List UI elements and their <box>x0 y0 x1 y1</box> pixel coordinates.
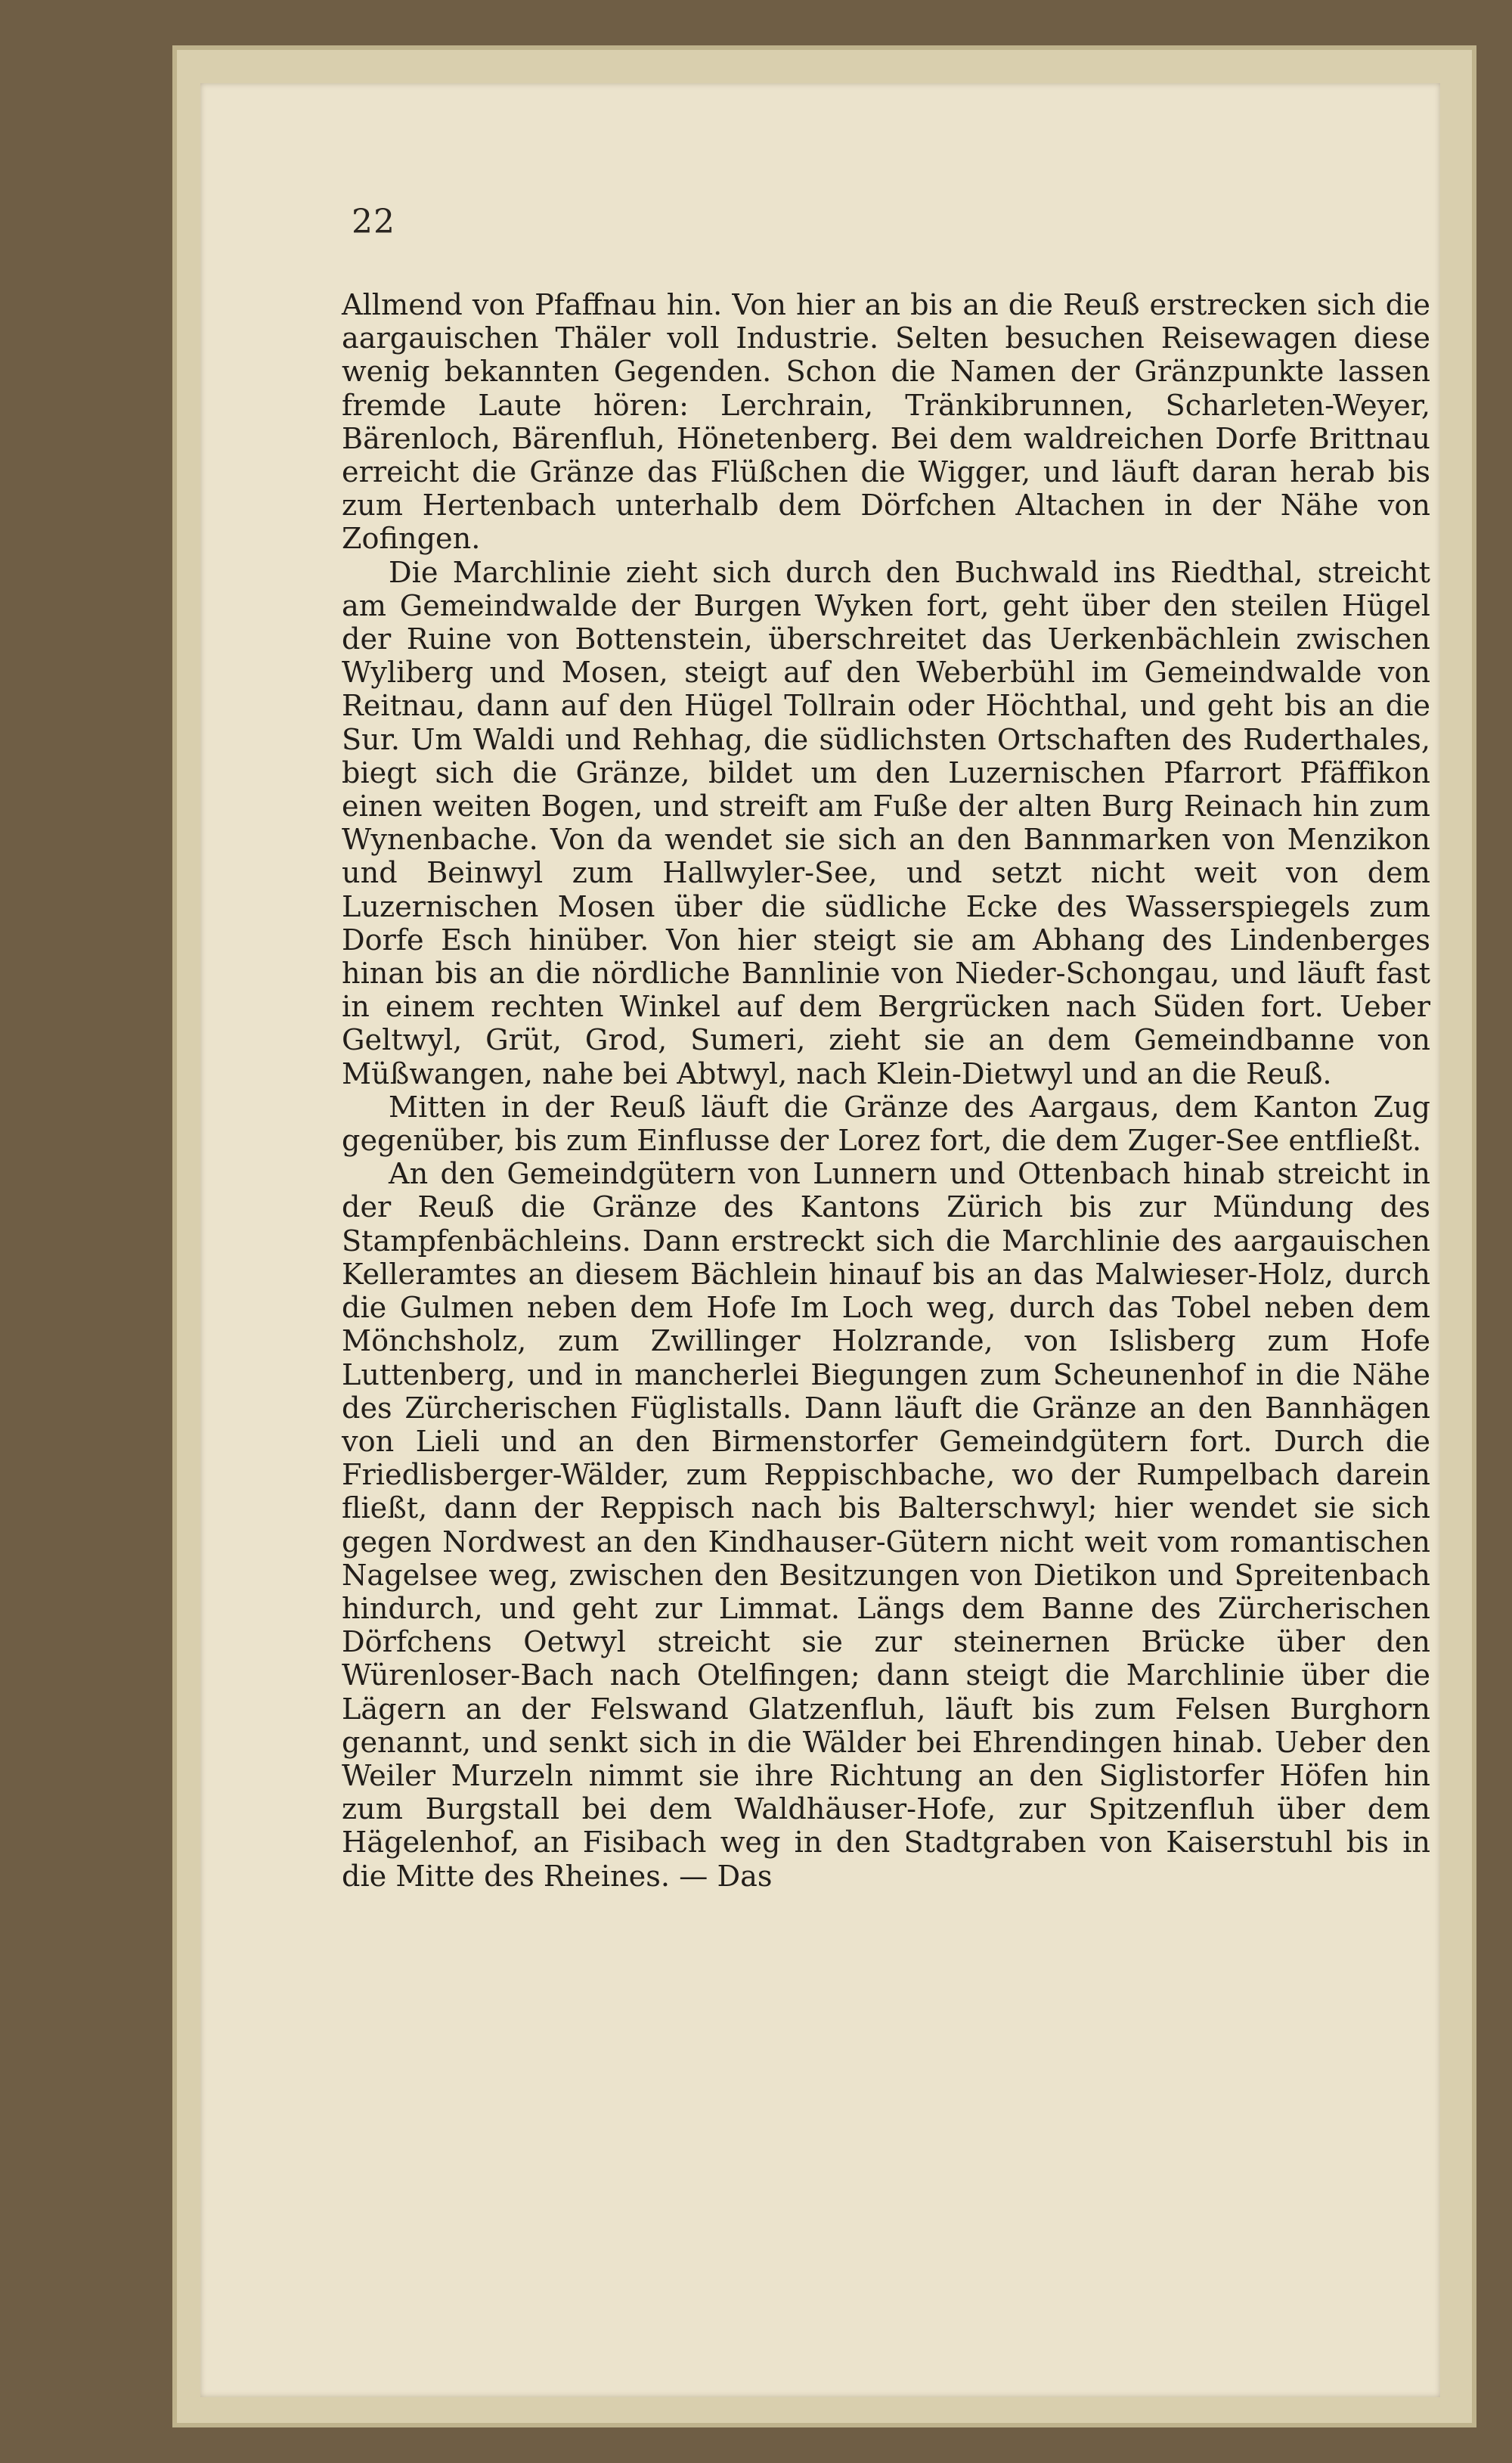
paragraph: An den Gemeindgütern von Lunnern und Ottenbach hinab streicht in der Reuß die Gränze des Kantons Zürich bis zur Mündung des Stampfenbächleins. Dann erstreckt sich die Marchlinie des aargauischen Kelleramtes an diesem Bächlein hinauf bis an das Malwieser-Holz, durch die Gulmen neben dem Hofe Im Loch weg, durch das Tobel neben dem Mönchsholz, zum Zwillinger Holzrande, von Islisberg zum Hofe Luttenberg, und in mancherlei Biegungen zum Scheunenhof in die Nähe des Zürcherischen Füglistalls. Dann läuft die Gränze an den Bannhägen von Lieli und an den Birmenstorfer Gemeindgütern fort. Durch die Friedlisberger-Wälder, zum Reppischbache, wo der Rumpelbach darein fließt, dann der Reppisch nach bis Balterschwyl; hier wendet sie sich gegen Nordwest an den Kindhauser-Gütern nicht weit vom romantischen Nagelsee weg, zwischen den Besitzungen von Dietikon und Spreitenbach hindurch, und geht zur Limmat. Längs dem Banne des Zürcherischen Dörfchens Oetwyl streicht sie zur steinernen Brücke über den Würenloser-Bach nach Otelfingen; dann steigt die Marchlinie über die Lägern an der Felswand Glatzenfluh, läuft bis zum Felsen Burghorn genannt, und senkt sich in die Wälder bei Ehrendingen hinab. Ueber den Weiler Murzeln nimmt sie ihre Richtung an den Siglistorfer Höfen hin zum Burgstall bei dem Waldhäuser-Hofe, zur Spitzenfluh über dem Hägelenhof, an Fisibach weg in den Stadtgraben von Kaiserstuhl bis in die Mitte des Rheines. — Das <box>342 1158 1430 1894</box>
paragraph: Die Marchlinie zieht sich durch den Buchwald ins Riedthal, streicht am Gemeindwalde der Burgen Wyken fort, geht über den steilen Hügel der Ruine von Bottenstein, überschreitet das Uerkenbächlein zwischen Wyliberg und Mosen, steigt auf den Weberbühl im Gemeindwalde von Reitnau, dann auf den Hügel Tollrain oder Höchthal, und geht bis an die Sur. Um Waldi und Rehhag, die südlichsten Ortschaften des Ruderthales, biegt sich die Gränze, bildet um den Luzernischen Pfarrort Pfäffikon einen weiten Bogen, und streift am Fuße der alten Burg Reinach hin zum Wynenbache. Von da wendet sie sich an den Bannmarken von Menzikon und Beinwyl zum Hallwyler-See, und setzt nicht weit von dem Luzernischen Mosen über die südliche Ecke des Wasserspiegels zum Dorfe Esch hinüber. Von hier steigt sie am Abhang des Lindenberges hinan bis an die nördliche Bannlinie von Nieder-Schongau, und läuft fast in einem rechten Winkel auf dem Bergrücken nach Süden fort. Ueber Geltwyl, Grüt, Grod, Sumeri, zieht sie an dem Gemeindbanne von Müßwangen, nahe bei Abtwyl, nach Klein-Dietwyl und an die Reuß. <box>342 556 1430 1091</box>
page-number: 22 <box>352 203 395 241</box>
body-text <box>342 289 1430 2331</box>
paragraph: Allmend von Pfaffnau hin. Von hier an bis an die Reuß erstrecken sich die aargauischen Thäler voll Industrie. Selten besuchen Reisewagen diese wenig bekannten Gegenden. Schon die Namen der Gränzpunkte lassen fremde Laute hören: Lerchrain, Tränkibrunnen, Scharleten-Weyer, Bärenloch, Bärenfluh, Hönetenberg. Bei dem waldreichen Dorfe Brittnau erreicht die Gränze das Flüßchen die Wigger, und läuft daran herab bis zum Hertenbach unterhalb dem Dörfchen Altachen in der Nähe von Zofingen. <box>342 289 1430 557</box>
paragraph: Mitten in der Reuß läuft die Gränze des Aargaus, dem Kanton Zug gegenüber, bis zum Einflusse der Lorez fort, die dem Zuger-See entfließt. <box>342 1090 1430 1159</box>
